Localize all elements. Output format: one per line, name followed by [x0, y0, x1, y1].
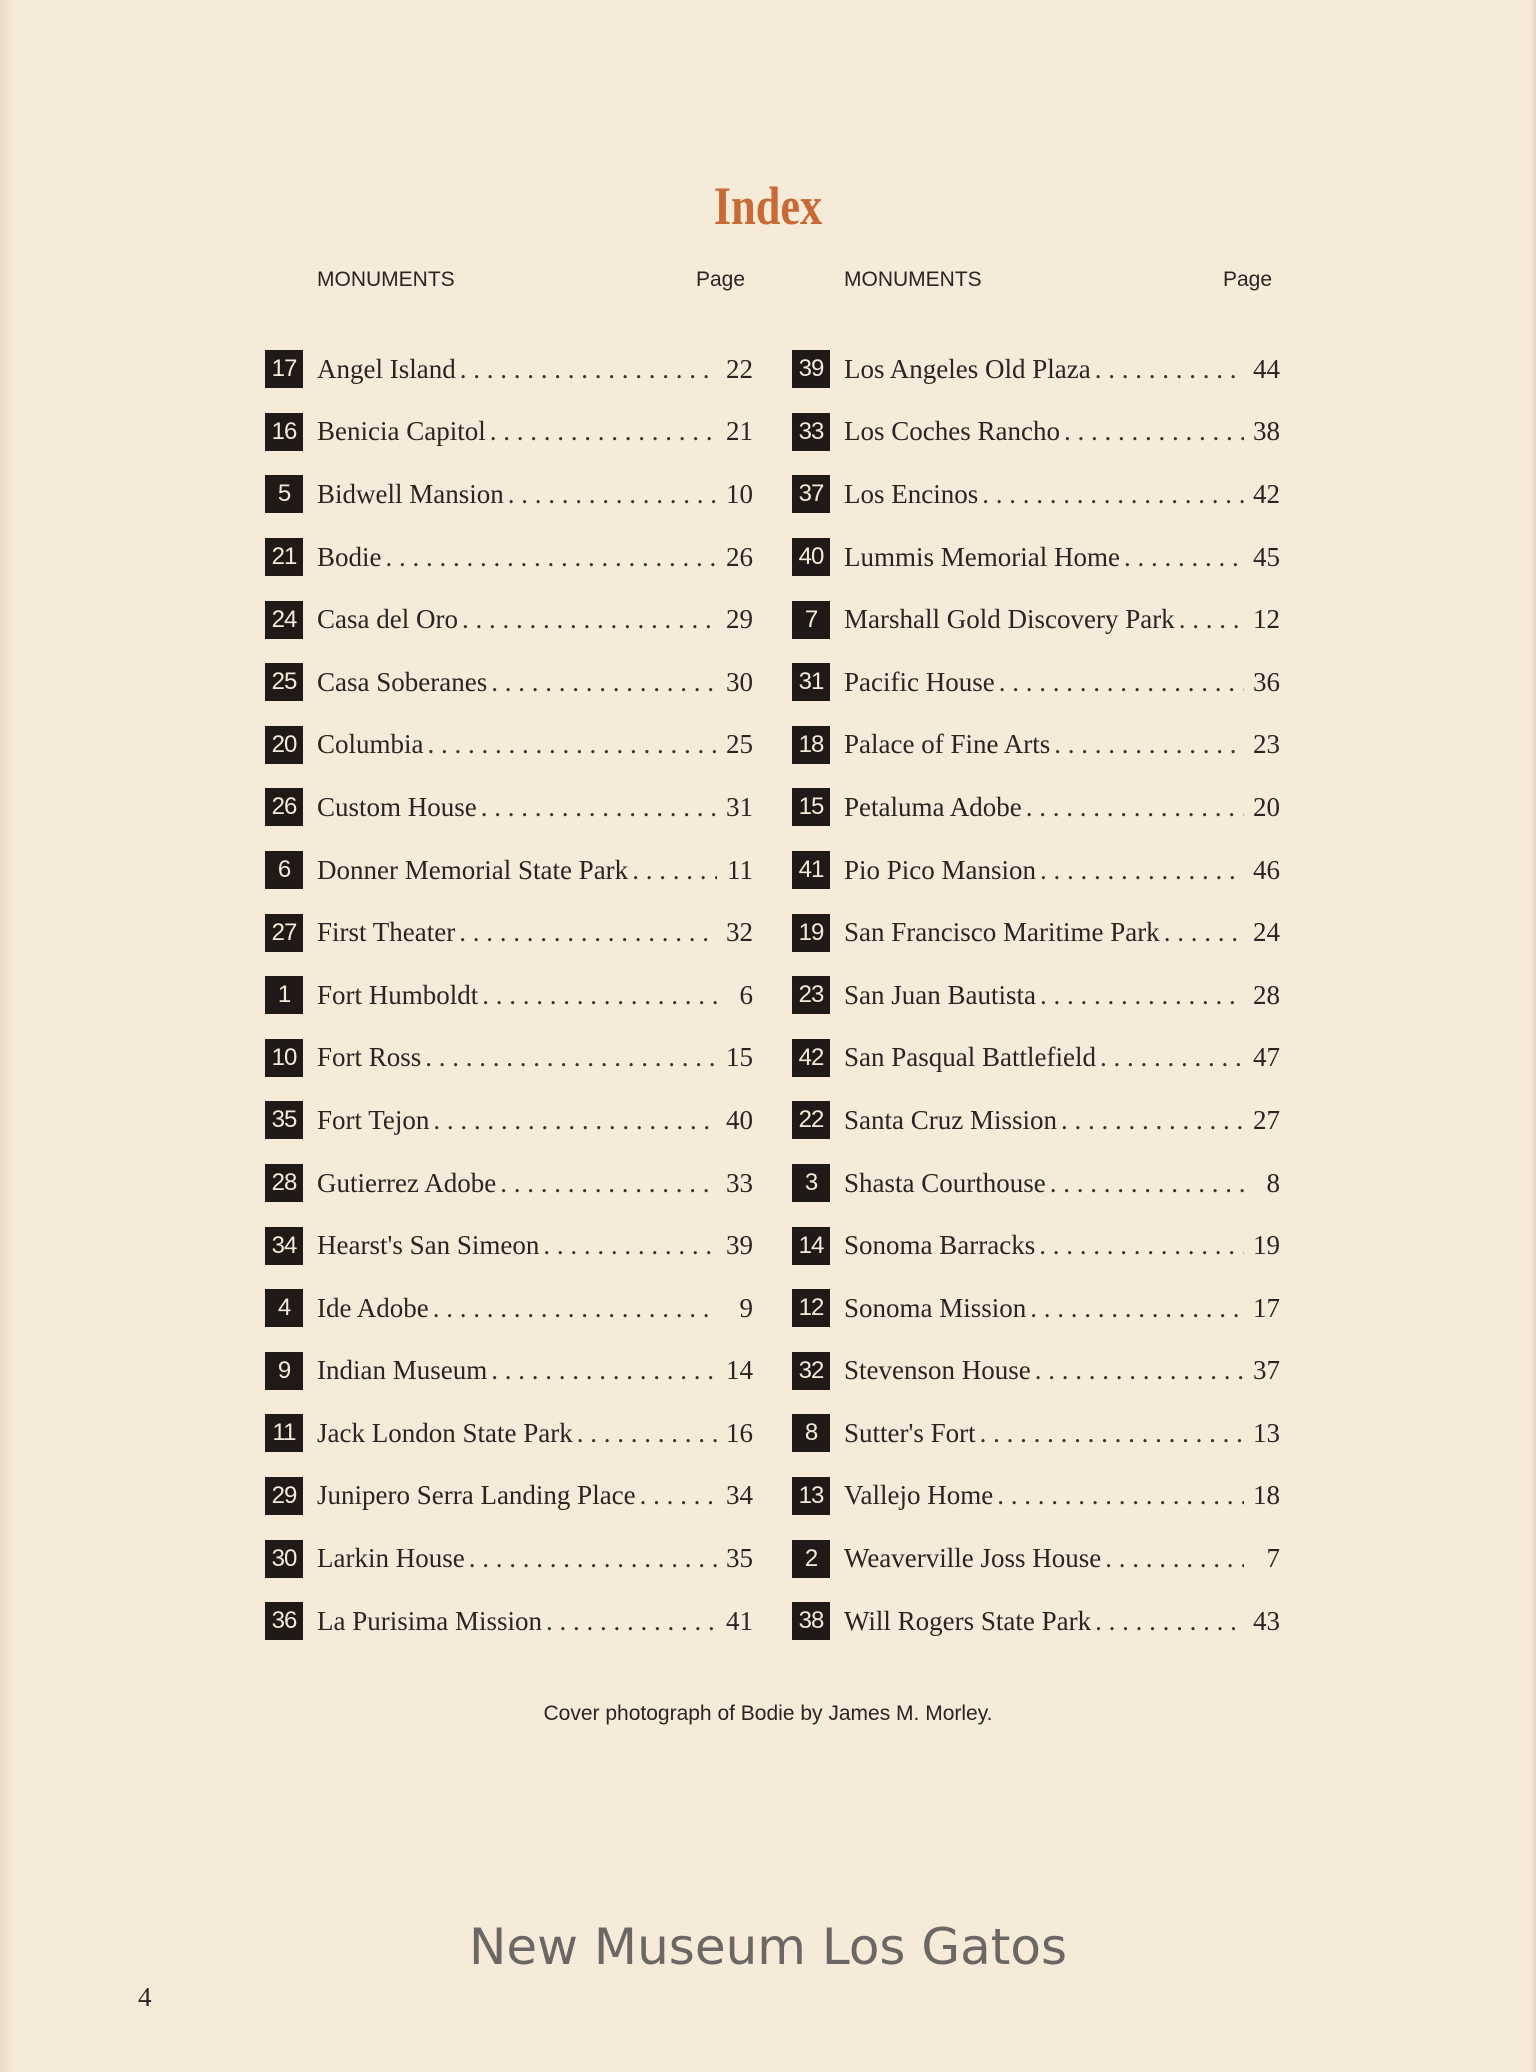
dot-leader [1054, 729, 1244, 760]
entry-line [317, 1042, 753, 1073]
entry-line [844, 416, 1280, 447]
entry-line [844, 1418, 1280, 1449]
index-entry [792, 1277, 1280, 1340]
entry-line [317, 1606, 753, 1637]
entry-line [844, 542, 1280, 573]
entry-line [844, 604, 1280, 635]
dot-leader [460, 354, 717, 385]
index-entry [792, 1214, 1280, 1277]
map-number-badge: 19 [792, 914, 830, 952]
monuments-header: MONUMENTS [844, 268, 982, 291]
map-number-badge: 7 [792, 601, 830, 639]
page-reference: 14 [726, 1355, 753, 1386]
entry-line [844, 1168, 1280, 1199]
index-list [265, 338, 753, 1652]
monument-name: Shasta Courthouse [844, 1167, 1046, 1198]
dot-leader [997, 1480, 1244, 1511]
page-reference: 19 [1253, 1230, 1280, 1261]
page-reference: 8 [1266, 1167, 1280, 1198]
index-entry [265, 776, 753, 839]
dot-leader [982, 479, 1244, 510]
entry-line [317, 604, 753, 635]
entry-line [844, 479, 1280, 510]
index-entry [265, 463, 753, 526]
entry-line [317, 855, 753, 886]
dot-leader [1095, 354, 1244, 385]
entry-line [844, 667, 1280, 698]
index-entry [792, 1590, 1280, 1653]
dot-leader [1040, 980, 1244, 1011]
monument-name: Donner Memorial State Park [317, 854, 629, 885]
monument-name: Bodie [317, 541, 382, 572]
entry-line [317, 729, 753, 760]
monument-name: Benicia Capitol [317, 416, 486, 447]
page-reference: 28 [1253, 979, 1280, 1010]
monument-name: Los Coches Rancho [844, 416, 1060, 447]
dot-leader [1039, 1230, 1244, 1261]
monument-name: Columbia [317, 729, 424, 760]
entry-line [844, 1230, 1280, 1261]
page-reference: 31 [726, 791, 753, 822]
index-entry [792, 1527, 1280, 1590]
monument-name: Pio Pico Mansion [844, 854, 1037, 885]
index-entry [792, 526, 1280, 589]
page-header: Page [695, 268, 745, 291]
monument-name: Lummis Memorial Home [844, 541, 1120, 572]
entry-line [844, 729, 1280, 760]
map-number-badge: 13 [792, 1477, 830, 1515]
entry-line [317, 1168, 753, 1199]
entry-line [317, 1105, 753, 1136]
page-reference: 44 [1253, 353, 1280, 384]
monument-name: Vallejo Home [844, 1480, 994, 1511]
page-reference: 29 [726, 604, 753, 635]
entry-line [317, 1230, 753, 1261]
index-entry [265, 1402, 753, 1465]
index-entry [265, 839, 753, 902]
index-entry [265, 964, 753, 1027]
monument-name: First Theater [317, 917, 456, 948]
map-number-badge: 27 [265, 914, 303, 952]
monument-name: Los Encinos [844, 478, 979, 509]
dot-leader [1095, 1606, 1244, 1637]
dot-leader [490, 416, 717, 447]
entry-line [844, 1543, 1280, 1574]
map-number-badge: 28 [265, 1164, 303, 1202]
map-number-badge: 36 [265, 1602, 303, 1640]
map-number-badge: 10 [265, 1039, 303, 1077]
page-reference: 37 [1253, 1355, 1280, 1386]
map-number-badge: 14 [792, 1227, 830, 1265]
dot-leader [546, 1606, 717, 1637]
dot-leader [1064, 416, 1244, 447]
entry-line [317, 792, 753, 823]
monument-name: Pacific House [844, 666, 995, 697]
monument-name: Palace of Fine Arts [844, 729, 1051, 760]
dot-leader [481, 792, 717, 823]
page-reference: 41 [726, 1605, 753, 1636]
map-number-badge: 11 [265, 1414, 303, 1452]
map-number-badge: 17 [265, 350, 303, 388]
page-reference: 17 [1253, 1292, 1280, 1323]
entry-line [844, 1105, 1280, 1136]
map-number-badge: 35 [265, 1101, 303, 1139]
page-reference: 15 [726, 1042, 753, 1073]
column-header [844, 268, 1272, 300]
page-title: Index [713, 176, 823, 236]
index-entry [265, 526, 753, 589]
page-reference: 34 [726, 1480, 753, 1511]
index-entry [792, 401, 1280, 464]
index-entry [265, 1027, 753, 1090]
dot-leader [1061, 1105, 1244, 1136]
page-reference: 13 [1253, 1417, 1280, 1448]
dot-leader [469, 1543, 717, 1574]
page-reference: 32 [726, 917, 753, 948]
page-reference: 22 [726, 353, 753, 384]
index-list [792, 338, 1280, 1652]
monument-name: Gutierrez Adobe [317, 1167, 497, 1198]
map-number-badge: 3 [792, 1164, 830, 1202]
page-reference: 38 [1253, 416, 1280, 447]
entry-line [844, 1606, 1280, 1637]
page-reference: 6 [739, 979, 753, 1010]
map-number-badge: 39 [792, 350, 830, 388]
page-reference: 9 [739, 1292, 753, 1323]
page-reference: 12 [1253, 604, 1280, 635]
map-number-badge: 4 [265, 1289, 303, 1327]
index-entry [265, 1214, 753, 1277]
dot-leader [980, 1418, 1244, 1449]
map-number-badge: 6 [265, 851, 303, 889]
dot-leader [1164, 917, 1244, 948]
dot-leader [459, 917, 717, 948]
page-edge-shadow-right [1530, 0, 1536, 2072]
map-number-badge: 30 [265, 1540, 303, 1578]
page-number: 4 [138, 1982, 152, 2012]
dot-leader [632, 855, 717, 886]
monument-name: Sonoma Mission [844, 1292, 1027, 1323]
index-entry [792, 338, 1280, 401]
map-number-badge: 9 [265, 1352, 303, 1390]
index-entry [792, 776, 1280, 839]
map-number-badge: 32 [792, 1352, 830, 1390]
map-number-badge: 33 [792, 413, 830, 451]
map-number-badge: 8 [792, 1414, 830, 1452]
entry-line [317, 1293, 753, 1324]
index-entry [792, 588, 1280, 651]
entry-line [317, 667, 753, 698]
page-header: Page [1222, 268, 1272, 291]
page-reference: 40 [726, 1104, 753, 1135]
monument-name: Weaverville Joss House [844, 1543, 1102, 1574]
dot-leader [491, 1355, 717, 1386]
index-entry [792, 1402, 1280, 1465]
page-reference: 42 [1253, 478, 1280, 509]
page-reference: 25 [726, 729, 753, 760]
map-number-badge: 22 [792, 1101, 830, 1139]
map-number-badge: 34 [265, 1227, 303, 1265]
index-entry [265, 401, 753, 464]
index-entry [792, 1089, 1280, 1152]
index-entry [792, 901, 1280, 964]
entry-line [317, 1480, 753, 1511]
monument-name: Santa Cruz Mission [844, 1104, 1057, 1135]
index-entry [792, 1152, 1280, 1215]
dot-leader [1050, 1168, 1244, 1199]
monument-name: Casa Soberanes [317, 666, 488, 697]
page-reference: 11 [727, 854, 753, 885]
dot-leader [640, 1480, 717, 1511]
index-entry [265, 714, 753, 777]
map-number-badge: 29 [265, 1477, 303, 1515]
monument-name: Sutter's Fort [844, 1417, 976, 1448]
page-reference: 27 [1253, 1104, 1280, 1135]
page-reference: 7 [1266, 1543, 1280, 1574]
index-entry [265, 1465, 753, 1528]
entry-line [844, 1480, 1280, 1511]
dot-leader [577, 1418, 717, 1449]
entry-line [317, 542, 753, 573]
index-entry [265, 338, 753, 401]
map-number-badge: 5 [265, 475, 303, 513]
entry-line [317, 980, 753, 1011]
monument-name: Stevenson House [844, 1355, 1031, 1386]
monument-name: San Francisco Maritime Park [844, 917, 1160, 948]
page-reference: 39 [726, 1230, 753, 1261]
index-entry [792, 714, 1280, 777]
map-number-badge: 18 [792, 726, 830, 764]
page-reference: 24 [1253, 917, 1280, 948]
index-entry [792, 1465, 1280, 1528]
monument-name: Marshall Gold Discovery Park [844, 604, 1175, 635]
entry-line [317, 354, 753, 385]
map-number-badge: 21 [265, 538, 303, 576]
entry-line [844, 855, 1280, 886]
map-number-badge: 16 [265, 413, 303, 451]
map-number-badge: 42 [792, 1039, 830, 1077]
dot-leader [433, 1105, 717, 1136]
map-number-badge: 1 [265, 976, 303, 1014]
index-entry [265, 1340, 753, 1403]
dot-leader [500, 1168, 717, 1199]
page-reference: 18 [1253, 1480, 1280, 1511]
dot-leader [1100, 1042, 1244, 1073]
monument-name: San Juan Bautista [844, 979, 1036, 1010]
page-reference: 45 [1253, 541, 1280, 572]
map-number-badge: 20 [265, 726, 303, 764]
entry-line [317, 917, 753, 948]
monument-name: Fort Humboldt [317, 979, 479, 1010]
entry-line [844, 1293, 1280, 1324]
page-reference: 16 [726, 1417, 753, 1448]
dot-leader [543, 1230, 717, 1261]
dot-leader [508, 479, 717, 510]
dot-leader [1105, 1543, 1244, 1574]
index-entry [792, 964, 1280, 1027]
entry-line [844, 1042, 1280, 1073]
dot-leader [1179, 604, 1244, 635]
monument-name: Will Rogers State Park [844, 1605, 1092, 1636]
page-reference: 35 [726, 1543, 753, 1574]
column-header [317, 268, 745, 300]
page-reference: 36 [1253, 666, 1280, 697]
monument-name: Jack London State Park [317, 1417, 573, 1448]
index-entry [265, 1590, 753, 1653]
page-reference: 26 [726, 541, 753, 572]
dot-leader [462, 604, 717, 635]
monument-name: Indian Museum [317, 1355, 488, 1386]
dot-leader [1124, 542, 1244, 573]
monument-name: Bidwell Mansion [317, 478, 504, 509]
entry-line [317, 1355, 753, 1386]
monument-name: Angel Island [317, 353, 456, 384]
dot-leader [433, 1293, 717, 1324]
monument-name: San Pasqual Battlefield [844, 1042, 1096, 1073]
index-entry [792, 651, 1280, 714]
dot-leader [386, 542, 718, 573]
entry-line [317, 416, 753, 447]
monument-name: Casa del Oro [317, 604, 458, 635]
map-number-badge: 38 [792, 1602, 830, 1640]
entry-line [844, 354, 1280, 385]
map-number-badge: 26 [265, 788, 303, 826]
entry-line [317, 1418, 753, 1449]
page-reference: 23 [1253, 729, 1280, 760]
entry-line [844, 917, 1280, 948]
index-entry [792, 839, 1280, 902]
dot-leader [425, 1042, 717, 1073]
page-reference: 47 [1253, 1042, 1280, 1073]
map-number-badge: 31 [792, 663, 830, 701]
monument-name: Larkin House [317, 1543, 465, 1574]
map-number-badge: 37 [792, 475, 830, 513]
map-number-badge: 24 [265, 601, 303, 639]
index-column-left [265, 268, 753, 1652]
map-number-badge: 2 [792, 1540, 830, 1578]
dot-leader [482, 980, 717, 1011]
index-entry [265, 901, 753, 964]
page-reference: 10 [726, 478, 753, 509]
map-number-badge: 41 [792, 851, 830, 889]
monument-name: Ide Adobe [317, 1292, 429, 1323]
dot-leader [428, 729, 718, 760]
monument-name: Fort Ross [317, 1042, 422, 1073]
index-entry [792, 463, 1280, 526]
index-entry [792, 1340, 1280, 1403]
page-reference: 46 [1253, 854, 1280, 885]
index-entry [265, 1089, 753, 1152]
monuments-header: MONUMENTS [317, 268, 455, 291]
page-reference: 20 [1253, 791, 1280, 822]
index-entry [265, 651, 753, 714]
dot-leader [491, 667, 717, 698]
map-number-badge: 40 [792, 538, 830, 576]
page-reference: 30 [726, 666, 753, 697]
dot-leader [1035, 1355, 1244, 1386]
page-reference: 21 [726, 416, 753, 447]
map-number-badge: 25 [265, 663, 303, 701]
monument-name: Junipero Serra Landing Place [317, 1480, 636, 1511]
entry-line [844, 792, 1280, 823]
cover-caption: Cover photograph of Bodie by James M. Morley. [543, 1702, 993, 1725]
monument-name: Hearst's San Simeon [317, 1230, 540, 1261]
entry-line [844, 980, 1280, 1011]
index-entry [265, 1527, 753, 1590]
map-number-badge: 12 [792, 1289, 830, 1327]
map-number-badge: 15 [792, 788, 830, 826]
monument-name: Custom House [317, 791, 477, 822]
index-entry [265, 1277, 753, 1340]
dot-leader [1026, 792, 1244, 823]
index-entry [792, 1027, 1280, 1090]
index-entry [265, 1152, 753, 1215]
monument-name: La Purisima Mission [317, 1605, 543, 1636]
map-number-badge: 23 [792, 976, 830, 1014]
monument-name: Petaluma Adobe [844, 791, 1022, 822]
monument-name: Fort Tejon [317, 1104, 430, 1135]
monument-name: Los Angeles Old Plaza [844, 353, 1091, 384]
entry-line [317, 479, 753, 510]
index-entry [265, 588, 753, 651]
dot-leader [1030, 1293, 1244, 1324]
entry-line [844, 1355, 1280, 1386]
dot-leader [999, 667, 1244, 698]
page-reference: 33 [726, 1167, 753, 1198]
index-column-right [792, 268, 1280, 1652]
page-edge-shadow [0, 0, 14, 2072]
watermark: New Museum Los Gatos [468, 1918, 1068, 1976]
monument-name: Sonoma Barracks [844, 1230, 1036, 1261]
entry-line [317, 1543, 753, 1574]
page-reference: 43 [1253, 1605, 1280, 1636]
dot-leader [1040, 855, 1244, 886]
